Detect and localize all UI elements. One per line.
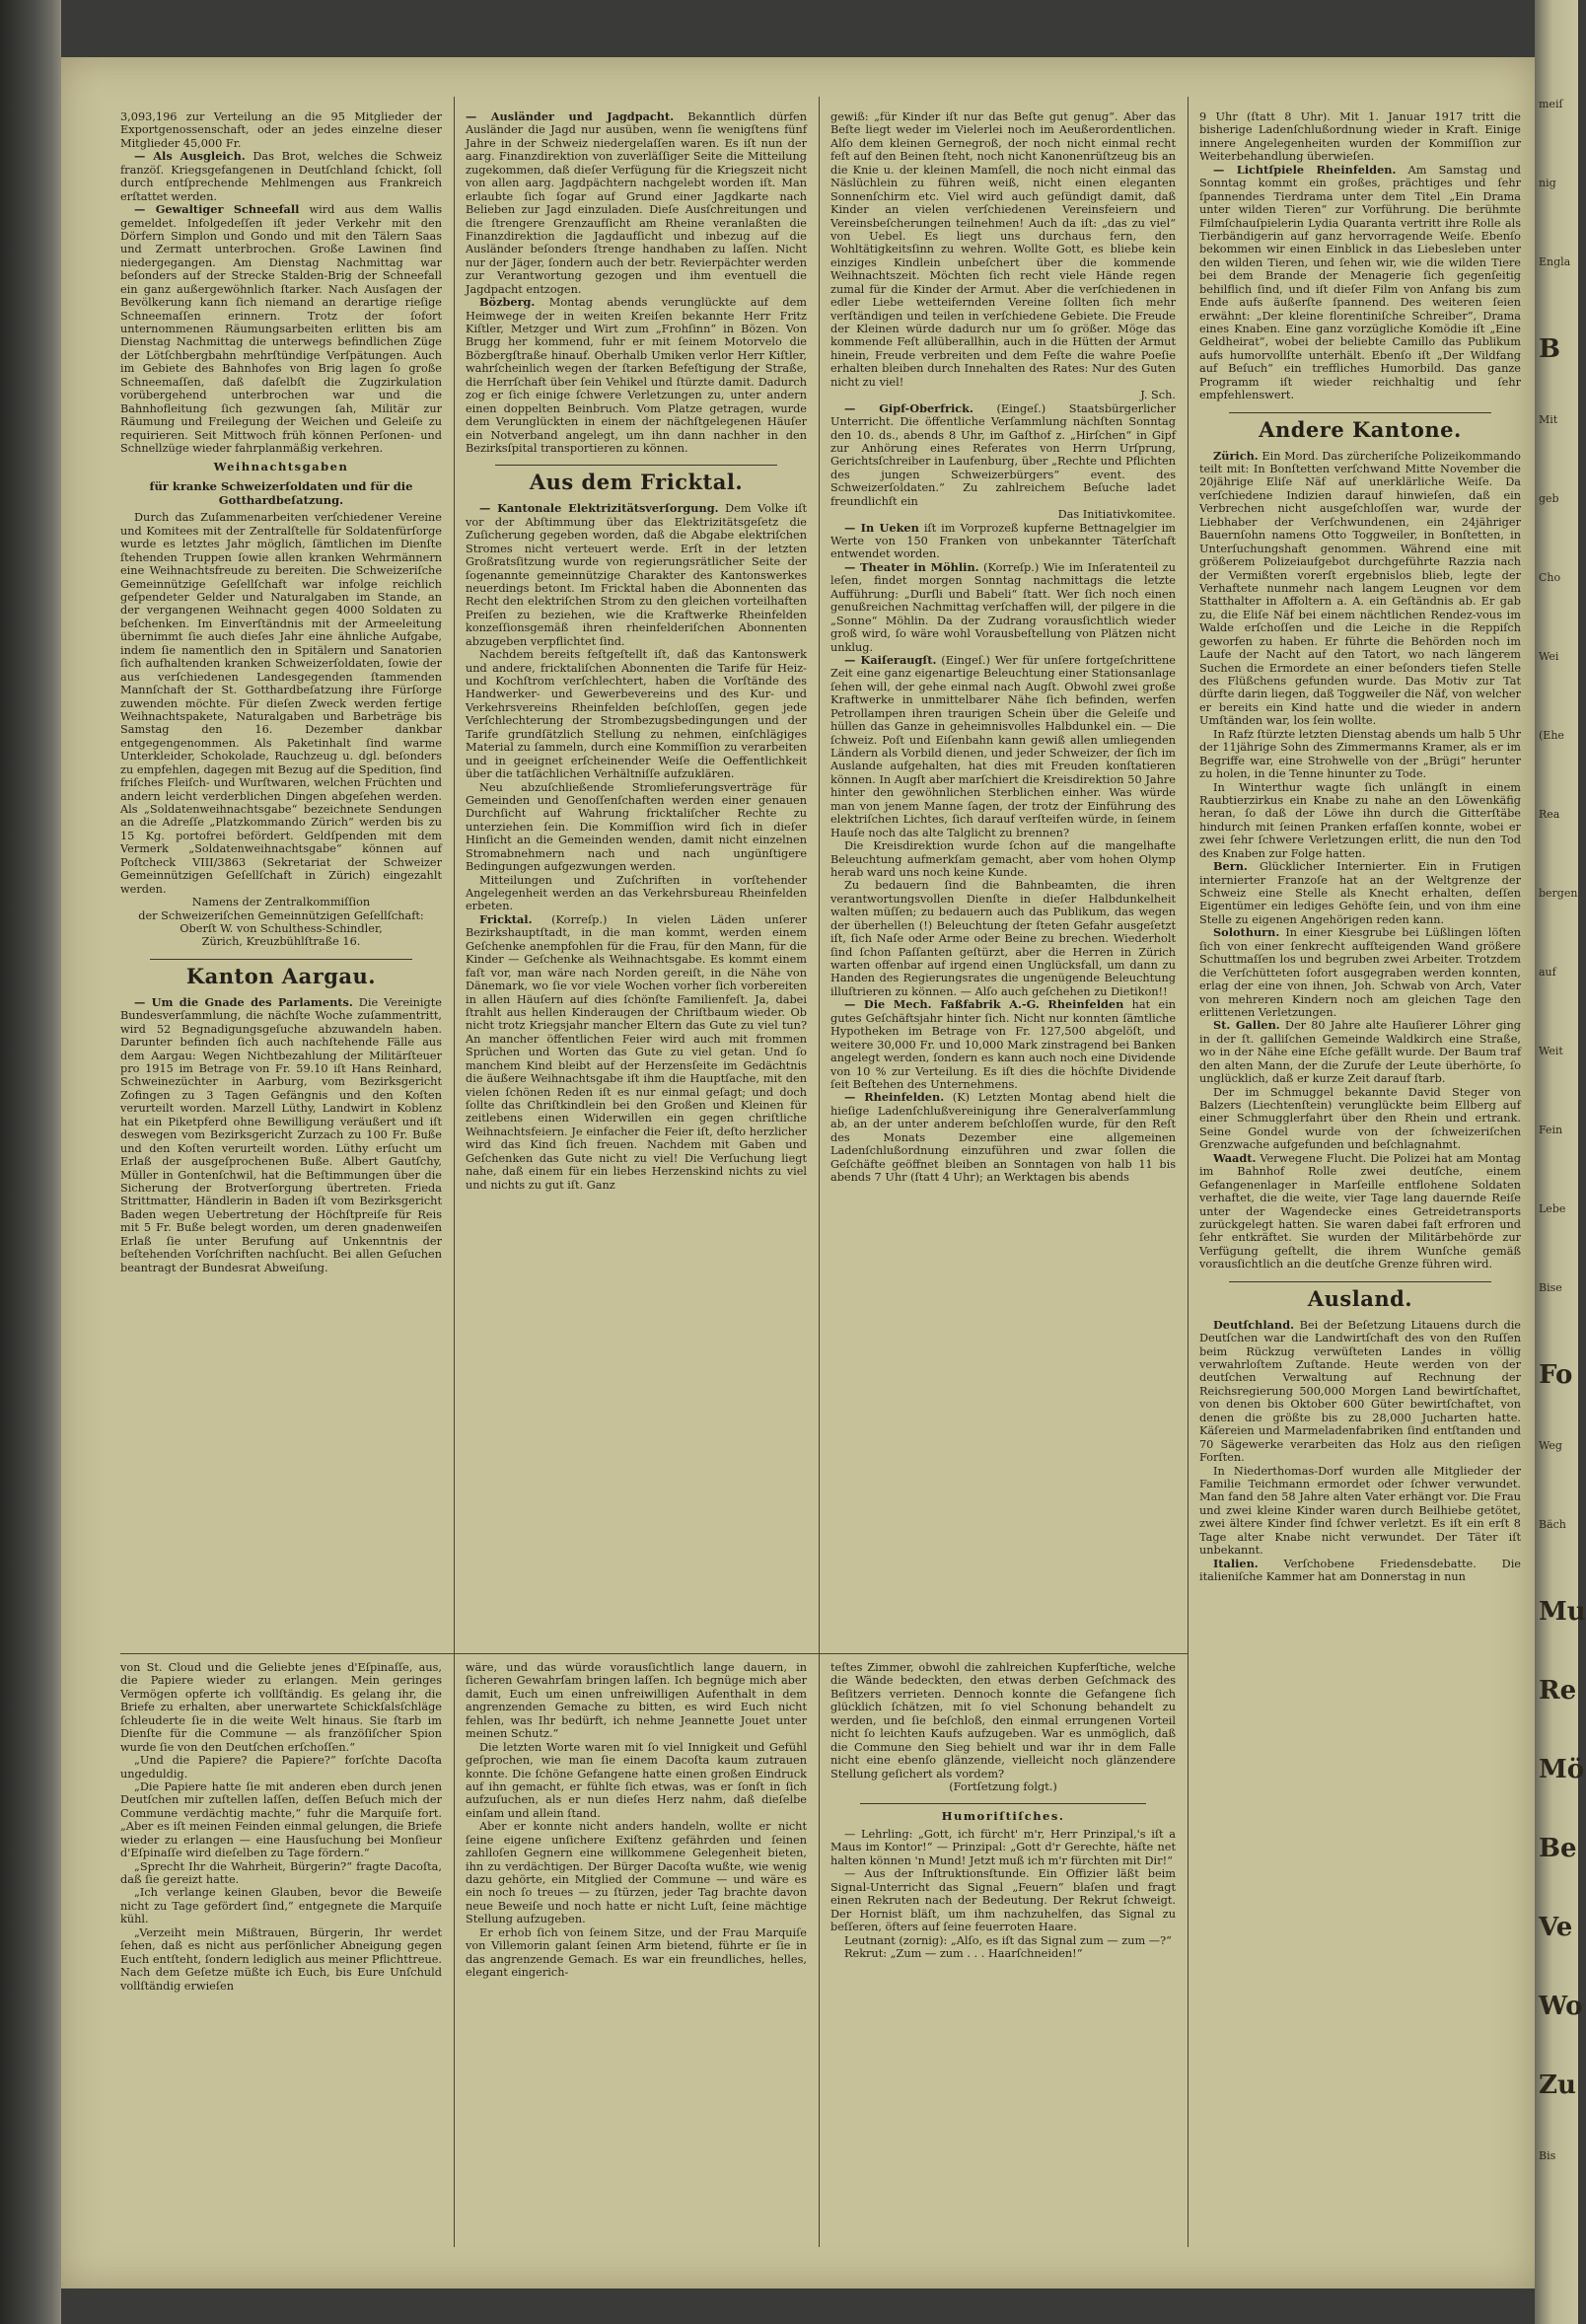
divider: [1229, 1281, 1491, 1282]
section-subheading: für kranke Schweizerſoldaten und für die Gotthardbeſatzung.: [149, 479, 413, 507]
article-zuerich: Zürich. Ein Mord. Das zürcheriſche Polizeikommando teilt mit: In Bonſtetten verſchwand Mitte November die 20jährige Eliſe Näf auf unerklärliche Weiſe. Da verſchiedene Indizien darauf hinwieſen, daß ein Verbrechen nicht ausgeſchloſſen war, wurde der Liebhaber der Verſchwundenen, ein 24jähriger Bauernſohn namens Otto Toggweiler, in Bonſtetten, in Unterſuchungshaft genommen. Während eine mit größerem Polizeiaufgebot durchgeführte Razzia nach der Vermißten vorerſt ergebnislos blieb, legte der Verhaftete nunmehr nach langem Leugnen vor dem Statthalter in Affoltern a. A. ein Geſtändnis ab. Er gab zu, die Eliſe Näf bei einem nächtlichen Rendez-vous im Walde erſchoſſen und die Leiche in die Reppiſch geworfen zu haben. Er führte die Behörden noch im Laufe der Nacht auf den Tatort, wo nach längerem Suchen die Ermordete an einer beſonders tiefen Stelle des Flüßchens gefunden wurde. Das Motiv zur Tat dürfte darin liegen, daß Toggweiler die Näf, von welcher er bereits ein Kind hatte und die wieder in andern Umſtänden war, los ſein wollte.: [1199, 448, 1521, 728]
article-ausgleich: — Als Ausgleich. Das Brot, welches die Schweiz franzöſ. Kriegsgefangenen in Deutſchland ſchickt, ſoll durch entſprechende Mehlmengen aus Frankreich erſtattet werden.: [120, 149, 442, 203]
divider: [495, 465, 777, 466]
adjacent-page-fragment: Bäch: [1539, 1518, 1566, 1531]
signature-line: Namens der Zentralkommiſſion: [191, 896, 371, 909]
section-heading: Aus dem Fricktal.: [529, 470, 744, 495]
adjacent-page-fragment: Cho: [1539, 571, 1561, 584]
adjacent-page-fragment: Be: [1539, 1834, 1577, 1863]
adjacent-page-fragment: Bis: [1539, 2149, 1556, 2162]
adjacent-page-fragment: Mö: [1539, 1755, 1585, 1784]
divider: [1229, 412, 1491, 413]
joke-text: Leutnant (zornig): „Alſo, es iſt das Signal zum — zum —?“: [844, 1933, 1172, 1947]
adjacent-page-fragment: Wei: [1539, 650, 1559, 663]
adjacent-page-fragment: Fein: [1539, 1124, 1563, 1136]
feuilleton-text: „Und die Papiere? die Papiere?“ forſchte Dacoſta ungeduldig.: [120, 1754, 442, 1780]
column-3: [830, 110, 1176, 1184]
article-rheinfelden: — Rheinfelden. (K) Letzten Montag abend hielt die hieſige Ladenſchlußvereinigung ihre Generalverſammlung ab, an der unter anderem beſchloſſen wurde, für den Reſt des Monats Dezember eine allgemeinen Ladenſchlußordnung einzuführen und zwar ſollen die Geſchäfte geöffnet bleiben an Sonntagen von halb 11 bis abends 7 Uhr (ſtatt 4 Uhr); an Werktagen bis abends: [830, 1090, 1176, 1184]
newspaper-page: [61, 57, 1535, 2288]
signature-line: Zürich, Kreuzbühlſtraße 16.: [201, 935, 361, 949]
section-heading: Andere Kantone.: [1259, 416, 1462, 442]
section-subheading: Weihnachtsgaben: [213, 460, 349, 474]
article-stgallen: St. Gallen. Der 80 Jahre alte Hauſierer Löhrer ging in der ſt. galliſchen Gemeinde Waldkirch eine Straße, wo in der Nähe eine Eſche gefällt wurde. Der Baum traf den alten Mann, der die Zurufe der Leute überhörte, ſo unglücklich, daß er kurze Zeit darauf ſtarb.: [1199, 1018, 1521, 1086]
article-text: In Niederthomas-Dorf wurden alle Mitglieder der Familie Teichmann ermordet oder ſchwer verwundet. Man fand den 58 Jahre alten Vater erhängt vor. Die Frau und zwei kleine Kinder waren durch Beilhiebe getötet, zwei ältere Kinder ſind ſchwer verletzt. Es iſt ein erſt 8 Tage alter Knabe nicht verwundet. Der Täter iſt unbekannt.: [1199, 1464, 1521, 1558]
signature-line: der Schweizeriſchen Gemeinnützigen Geſellſchaft:: [138, 908, 424, 922]
adjacent-page-fragment: Engla: [1539, 255, 1571, 268]
joke-text: — Aus der Inſtruktionsſtunde. Ein Offizier läßt beim Signal-Unterricht das Signal „Feuern“ blaſen und fragt einen Rekruten nach der Bedeutung. Der Rekrut ſchweigt. Der Hornist bläſt, um ihm nachzuhelfen, das Signal zu beſſeren, öfters auf ſeine feuerroten Haare.: [830, 1867, 1176, 1934]
column-4: [1199, 110, 1521, 1583]
article-gipf: — Gipf-Oberfrick. (Eingeſ.) Staatsbürgerlicher Unterricht. Die öffentliche Verſammlung nächſten Sonntag den 10. ds., abends 8 Uhr, im Gaſthof z. „Hirſchen“ in Gipf zur Anhörung eines Referates von Herrn Urſprung, Gerichtsſchreiber in Laufenburg, über „Rechte und Pflichten des jungen Schweizerbürgers“ event. des Schweizerſoldaten.“ Zu zahlreichem Beſuche ladet freundlichſt ein: [830, 400, 1176, 508]
joke-text: Rekrut: „Zum — zum . . . Haarſchneiden!“: [844, 1946, 1083, 1960]
signature-line: Oberſt W. von Schulthess-Schindler,: [180, 921, 383, 935]
feuilleton-text: „Sprecht Ihr die Wahrheit, Bürgerin?“ fragte Dacoſta, daß ſie gereizt hatte.: [120, 1859, 442, 1886]
article-fricktal: Fricktal. (Korreſp.) In vielen Läden unſerer Bezirkshauptſtadt, in die man kommt, werden einem Geſchenke anempfohlen für die Frau, für den Mann, für die Kinder — Geſchenke als Weihnachtsgabe. Es kommt einem faſt vor, man wäre nach Norden gereiſt, in die Nähe von Dänemark, wo ſie vor viele Wochen vorher ſich vorbereiten in allen Häuſern auf dies ſchönſte Familienfeſt. Ja, dabei ſtrahlt aus hellen Kinderaugen der Chriſtbaum wieder. Ob nicht trotz Kriegsjahr mancher Eltern das Gute zu viel tun? An mancher öffentlichen Feier wird auch mit frommen Sprüchen und Worten das Gute zu viel getan. Und ſo manchem Kind bleibt auf der Herzensſeite im Gedächtnis die äußere Weihnachtsgabe iſt ihm die Hauptſache, mit den vielen ſchönen Reden iſt es nur einmal geſagt; und doch ſollte das Chriſtkindlein bei den Großen und Kleinen für zeitlebens einen Widerwillen ein gegen chriſtliche Weihnachtsfeiern. Je einfacher die Feier iſt, deſto herzlicher wird das Kind ſich freuen. Nachdem mit Gaben und Geſchenken das Gute nicht zu viel! Die Verſuchung liegt nahe, daß einem für ein liebes Herzenskind nichts zu viel und nichts zu gut iſt. Ganz: [466, 911, 807, 1192]
author-signature: J. Sch.: [1140, 389, 1176, 402]
adjacent-page-fragment: Fo: [1539, 1360, 1573, 1390]
adjacent-page-edge: [1535, 0, 1586, 2324]
adjacent-page-fragment: Lebe: [1539, 1202, 1566, 1215]
feuilleton-text: „Verzeiht mein Mißtrauen, Bürgerin, Ihr werdet ſehen, daß es nicht aus perſönlicher Abneigung gegen Euch entſteht, ſondern lediglich aus meiner Pflichttreue. Nach dem Geſetze müßte ich Euch, bis Eure Unſchuld vollſtändig erwieſen: [120, 1925, 442, 1993]
joke-text: — Lehrling: „Gott, ich fürcht' m'r, Herr Prinzipal,'s iſt a Maus im Kontor!“ — Prinzipal: „Gott d'r Gerechte, häſte net halten können 'n Mund! Jetzt muß ich m'r fürchten mit Dir!“: [830, 1828, 1176, 1867]
adjacent-page-fragment: Re: [1539, 1676, 1577, 1706]
adjacent-page-fragment: Mit: [1539, 413, 1558, 426]
adjacent-page-fragment: Ve: [1539, 1913, 1573, 1942]
feuilleton-column-1: [120, 1661, 442, 1993]
adjacent-page-fragment: Wo: [1539, 1992, 1583, 2021]
article-ueken: — In Ueken iſt im Vorprozeß kupferne Bettnagelgier im Werte von 150 Franken von unbekannter Täterſchaft entwendet worden.: [830, 520, 1176, 561]
adjacent-page-fragment: auf: [1539, 966, 1556, 979]
section-heading: Ausland.: [1307, 1285, 1413, 1311]
feuilleton-divider: [120, 1653, 1188, 1654]
column-divider: [1188, 97, 1189, 2247]
article-text: Nachdem bereits feſtgeſtellt iſt, daß das Kantonswerk und andere, fricktaliſchen Abonnenten die Tarife für Heiz- und Kochſtrom verſchlechtert, haben die Vorſtände des Handwerker- und Gewerbevereins und des Kur- und Verkehrsvereins Rheinfelden beſchloſſen, gegen jede Verſchlechterung der Strombezugsbedingungen und der Tarife grundſätzlich Stellung zu nehmen, einſchlägiges Material zu ſammeln, durch eine Kommiſſion zu verarbeiten und in geeignet erſcheinender Weiſe die Oeffentlichkeit über die tatſächlichen Verhältniſſe aufzuklären.: [466, 648, 807, 781]
article-theater: — Theater in Möhlin. (Korreſp.) Wie im Inſeratenteil zu leſen, findet morgen Sonntag nachmittags die letzte Aufführung: „Durſli und Babeli“ ſtatt. Wer ſich noch einen genußreichen Nachmittag verſchaffen will, der pilgere in die „Sonne“ Möhlin. Da der Zudrang vorausſichtlich wieder groß wird, ſo wäre wohl Vorausbeſtellung von Plätzen nicht unklug.: [830, 559, 1176, 654]
article-waadt: Waadt. Verwegene Flucht. Die Polizei hat am Montag im Bahnhof Rolle zwei deutſche, einem Gefangenenlager in Marſeille entflohene Soldaten verhaftet, die die weite, vier Tage lang dauernde Reiſe unter der Wagendecke eines Getreidetransports zurückgelegt hatten. Sie waren dabei faſt erfroren und ſehr entkräftet. Sie wurden der Militärbehörde zur Verfügung geſtellt, die ihrem Wunſche gemäß vorausſichtlich an die deutſche Grenze führen wird.: [1199, 1150, 1521, 1271]
adjacent-page-fragment: B: [1539, 334, 1560, 364]
feuilleton-text: Aber er konnte nicht anders handeln, wollte er nicht ſeine eigene unſichere Exiſtenz gefährden und ſeinen zahlloſen Gegnern eine willkommene Gelegenheit bieten, ihn zu verdächtigen. Der Bürger Dacoſta wußte, wie wenig dazu gehörte, ein Mitglied der Commune — und wäre es ein noch ſo treues — zu ſtürzen, jeder Tag brachte davon neue Beweiſe und noch hatte er nicht Luſt, ſeine mächtige Stellung aufzugeben.: [466, 1820, 807, 1926]
divider: [860, 1803, 1146, 1804]
section-heading: Kanton Aargau.: [185, 963, 377, 988]
signature-line: Das Initiativkomitee.: [1057, 508, 1176, 522]
article-deutschland: Deutſchland. Bei der Beſetzung Litauens durch die Deutſchen war die Landwirtſchaft des von den Ruſſen beim Rückzug verwüſteten Landes in völlig verwahrloſtem Zuſtande. Heute werden von der deutſchen Verwaltung auf Rechnung der Reichsregierung 500,000 Morgen Land bewirtſchaftet, von denen bis Oktober 600 Güter bewirtſchaftet, von denen die größte bis zu 28,000 Jucharten hatte. Käſereien und Marmeladenfabriken ſind entſtanden und 70 Sägewerke verarbeiten das Holz aus den rieſigen Forſten.: [1199, 1317, 1521, 1465]
adjacent-page-fragment: nig: [1539, 177, 1556, 189]
feuilleton-text: „Die Papiere hatte ſie mit anderen eben durch jenen Deutſchen mir zuſtellen laſſen, deſſen Beſuch mich der Commune verdächtig machte,“ fuhr die Marquiſe fort. „Aber es iſt meinen Feinden einmal gelungen, die Briefe wieder zu erlangen — eine Hausſuchung bei Monſieur d'Eſpinaſſe wird dieſelben zu Tage fördern.“: [120, 1779, 442, 1860]
column-divider: [819, 97, 820, 2247]
feuilleton-text: wäre, und das würde vorausſichtlich lange dauern, in ſicheren Gewahrſam bringen laſſen. Ich begnüge mich aber damit, Euch um einen unfreiwilligen Aufenthalt in dem angrenzenden Gemache zu bitten, es wird Euch nicht fehlen, was Ihr bedürft, ich nehme Jeannette Jouet unter meinen Schutz.“: [466, 1661, 807, 1741]
article-solothurn: Solothurn. In einer Kiesgrube bei Lüßlingen löſten ſich von einer ſenkrecht aufſteigenden Wand größere Schuttmaſſen los und begruben zwei Arbeiter. Trotzdem die Verſchütteten ſofort ausgegraben werden konnten, erlag der eine von ihnen, Joh. Schwab von Arch, Vater von mehreren Kindern noch am gleichen Tage den erlittenen Verletzungen.: [1199, 925, 1521, 1019]
article-bern: Bern. Glücklicher Internierter. Ein in Frutigen internierter Franzoſe hat an der Weltgrenze der Schweiz eine Stelle als Knecht erhalten, deſſen Eigentümer ein lediges Gehöfte ſein, und von ihm eine Stelle zu eigenen Angehörigen reden kann.: [1199, 859, 1521, 926]
column-divider: [454, 97, 455, 2247]
article-italien: Italien. Verſchobene Friedensdebatte. Die italieniſche Kammer hat am Donnerstag in nun: [1199, 1556, 1521, 1584]
article-lichtspiele: — Lichtſpiele Rheinfelden. Am Samstag und Sonntag kommt ein großes, prächtiges und ſehr ſpannendes Tierdrama unter dem Titel „Ein Drama unter wilden Tieren“ zur Vorführung. Die berühmte Filmſchauſpielerin Lydia Quaranta vertritt ihre Rolle als Tierbändigerin auf ganz hervorragende Weiſe. Ebenſo bekommen wir einen Einblick in das Liebesleben unter den wilden Tieren, und ſehen wir, wie die wilden Tiere bei dem Brande der Menagerie ſich gegenſeitig behilflich ſind, und iſt dieſer Film von Anfang bis zum Ende aufs äußerſte ſpannend. Des weiteren ſeien erwähnt: „Der kleine florentiniſche Schreiber“, Drama eines Knaben. Eine ganz vorzügliche Komödie iſt „Eine Geldheirat“, wobei der beliebte Camillo das Publikum aufs humorvollſte unterhält. Ebenſo iſt „Der Wildfang auf Beſuch“ ein treffliches Humorbild. Das ganze Programm iſt wieder reichhaltig und ſehr empfehlenswert.: [1199, 162, 1521, 402]
article-text: 9 Uhr (ſtatt 8 Uhr). Mit 1. Januar 1917 tritt die bisherige Ladenſchlußordnung wieder in Kraft. Einige innere Angelegenheiten wurden der Kommiſſion zur Weiterbehandlung überwieſen.: [1199, 110, 1521, 164]
divider: [150, 959, 412, 960]
feuilleton-text: teſtes Zimmer, obwohl die zahlreichen Kupferſtiche, welche die Wände bedeckten, den etwas derben Geſchmack des Beſitzers verrieten. Dennoch konnte die Gefangene ſich glücklich ſchätzen, mit ſo viel Schonung behandelt zu werden, und ſie beſchloß, den einmal errungenen Vorteil nicht ſo leichten Kaufs aufzugeben. War es unmöglich, daß die Commune den Sieg behielt und war ihr in dem Falle nicht eine ebenſo glänzende, vielleicht noch glänzendere Stellung geſichert als vordem?: [830, 1661, 1176, 1780]
adjacent-page-fragment: Rea: [1539, 808, 1560, 821]
adjacent-page-fragment: geb: [1539, 492, 1559, 505]
article-elektrizitaet: — Kantonale Elektrizitätsverſorgung. Dem Volke iſt vor der Abſtimmung über das Elektrizitätsgeſetz die Zuſicherung gegeben worden, daß die Abgabe elektriſchen Stromes nicht verteuert werde. Erſt in der letzten Großratsſitzung wurde von regierungsrätlicher Seite der ſogenannte gemeinnützige Charakter des Kantonswerkes neuerdings betont. Im Fricktal haben die Abonnenten das Recht den elektriſchen Strom zu den gleichen vorteilhaften Preiſen zu beziehen, wie die Kraftwerke Rheinfelden konzeſſionsgemäß ihren rheinfelderiſchen Abonnenten abzugeben verpflichtet ſind.: [466, 501, 807, 648]
article-text: Zu bedauern ſind die Bahnbeamten, die ihren verantwortungsvollen Dienſte in dieſer Halbdunkelheit walten müſſen; zu bedauern auch das Publikum, das wegen der überhellen (!) Beleuchtung der ſteten Gefahr ausgeſetzt iſt, ſich Naſe oder Arme oder Beine zu brechen. Wiederholt ſind ſchon Paſſanten geſtürzt, aber die Herren in Zürich warten offenbar auf irgend einen Unglücksfall, um dann zu Handen des Regierungsrates die ungenügende Beleuchtung illuſtrieren zu können. — Alſo auch geſchehen zu Dietikon!!: [830, 879, 1176, 998]
adjacent-page-fragment: Mu: [1539, 1597, 1586, 1627]
feuilleton-column-3: [830, 1661, 1176, 1960]
adjacent-page-fragment: (Ehe: [1539, 729, 1564, 742]
article-text: In Winterthur wagte ſich unlängſt in einem Raubtierzirkus ein Knabe zu nahe an den Löwenkäfig heran, ſo daß der Löwe ihn durch die Gitterſtäbe hindurch mit ſeinen Pranken erfaſſen konnte, wobei er zwei ſehr ſchwere Verletzungen erlitt, die nun den Tod des Knaben zur Folge hatten.: [1199, 780, 1521, 860]
article-parlament: — Um die Gnade des Parlaments. Die Vereinigte Bundesverſammlung, die nächſte Woche zuſammentritt, wird 52 Begnadigungsgeſuche abzuwandeln haben. Darunter befinden ſich auch nachſtehende Fälle aus dem Aargau: Wegen Nichtbezahlung der Militärſteuer pro 1915 im Betrage von Fr. 59.10 iſt Hans Reinhard, Schweinezüchter in Aarburg, vom Bezirksgericht Zofingen zu 3 Tagen Gefängnis und den Koſten verurteilt worden. Marzell Lüthy, Landwirt in Koblenz hat ein Piketpferd ohne Bewilligung veräußert und iſt deswegen vom Bezirksgericht Zurzach zu 100 Fr. Buße und den Koſten verurteilt worden. Lüthy erſucht um Erlaß der ausgeſprochenen Buße. Albert Gautſchy, Müller in Gontenſchwil, hat die Beſtimmungen über die Sicherung der Brotverſorgung übertreten. Frieda Strittmatter, Händlerin in Baden iſt vom Bezirksgericht Baden wegen Uebertretung der Höchſtpreiſe für Reis mit 5 Fr. Buße belegt worden, um deren gnadenweiſen Erlaß ſie unter Berufung auf Unkenntnis der beſtehenden Vorſchriften nachſucht. Bei allen Geſuchen beantragt der Bundesrat Abweiſung.: [120, 994, 442, 1274]
article-fassfabrik: — Die Mech. Faßfabrik A.-G. Rheinfelden hat ein gutes Geſchäftsjahr hinter ſich. Nicht nur konnten ſämtliche Hypotheken im Betrage von Fr. 127,500 abgelöſt, und weitere 30,000 Fr. und 10,000 Mark zinstragend bei Banken angelegt werden, ſondern es kann auch noch eine Dividende von 10 % zur Verteilung. Es iſt dies die höchſte Dividende ſeit Beſtehen des Unternehmens.: [830, 997, 1177, 1091]
feuilleton-text: Er erhob ſich von ſeinem Sitze, und der Frau Marquiſe von Villemorin galant ſeinen Arm bietend, führte er ſie in das angrenzende Gemach. Es war ein freundliches, helles, elegant eingerich-: [466, 1925, 807, 1980]
article-jagdpacht: — Ausländer und Jagdpacht. Bekanntlich dürfen Ausländer die Jagd nur ausüben, wenn ſie wenigſtens fünf Jahre in der Schweiz niedergelaſſen waren. Es iſt nun der aarg. Finanzdirektion von zuverläſſiger Seite die Mitteilung zugekommen, daß dieſer Verfügung für die Kriegszeit nicht von allen aarg. Jagdpächtern nachgelebt worden iſt. Man erlaubte ſich ſogar auf Grund einer Jagdkarte nach Belieben zur Jagd einzuladen. Dieſe Ausſchreitungen und die ſtrengere Grenzaufſicht am Rheine veranlaßten die Finanzdirektion die Jagdaufſicht und inbezug auf die Ausländer beſonders ſtrenge handhaben zu laſſen. Nicht nur der Jäger, ſondern auch der betr. Revierpächter werden zur Verantwortung gezogen und ihm eventuell die Jagdpacht entzogen.: [466, 109, 807, 296]
section-subheading: Humoriſtiſches.: [941, 1809, 1065, 1824]
adjacent-page-fragment: Bise: [1539, 1281, 1562, 1294]
article-text: Der im Schmuggel bekannte David Steger von Balzers (Liechtenſtein) verunglückte beim Ellberg auf einer Schmugglerfahrt über den Rhein und ertrank. Seine Gondel wurde von der ſchweizeriſchen Grenzwache aufgefunden und beſchlagnahmt.: [1199, 1085, 1521, 1152]
article-text: In Rafz ſtürzte letzten Dienstag abends um halb 5 Uhr der 11jährige Sohn des Zimmermanns Kramer, als er im Begriffe war, eine Strohwelle von der „Brügi“ herunter zu holen, in die Tenne hinunter zu Tode.: [1199, 727, 1521, 781]
article-schneefall: — Gewaltiger Schneefall wird aus dem Wallis gemeldet. Infolgedeſſen iſt jeder Verkehr mit den Dörfern Simplon und Gondo und mit den Tälern Saas und Zermatt unterbrochen. Große Lawinen ſind niedergegangen. Am Dienstag Nachmittag war beſonders auf der Strecke Stalden-Brig der Schneefall ein ganz außergewöhnlich ſtarker. Nach Ausſagen der Bevölkerung kann ſich niemand an derartige rieſige Schneemaſſen erinnern. Trotz der ſofort unternommenen Räumungsarbeiten erlitten bis am Dienstag Nachmittag die unterwegs befindlichen Züge der Lötſchbergbahn mehrſtündige Verſpätungen. Auch im Gebiete des Bahnhofes von Brig lagen ſo große Schneemaſſen, daß daſelbſt die Zugzirkulation vorübergehend unterbrochen war und die Bahnhofleitung ſich gezwungen ſah, Militär zur Räumung und Freilegung der Weichen und Geleiſe zu requirieren. Seit Mittwoch früh können Perſonen- und Schnellzüge wieder fahrplanmäßig verkehren.: [120, 202, 443, 455]
column-1: [120, 110, 442, 1274]
continuation-note: (Fortſetzung folgt.): [949, 1779, 1057, 1793]
article-text: 3,093,196 zur Verteilung an die 95 Mitglieder der Exportgenossenschaft, oder an jedes einzelne dieser Mitglieder 45,000 Fr.: [120, 110, 442, 150]
feuilleton-text: Die letzten Worte waren mit ſo viel Innigkeit und Gefühl geſprochen, wie man ſie einem Dacoſta kaum zutrauen konnte. Die ſchöne Gefangene hatte einen großen Eindruck auf ihn gemacht, er fühlte ſich etwas, was er ſonſt in ſich aufzuſuchen, als er nun dieſes Herz nahm, daß dieſelbe einſam und allein ſtand.: [466, 1740, 807, 1820]
feuilleton-column-2: [466, 1661, 807, 1980]
article-boezberg: Bözberg. Montag abends verunglückte auf dem Heimwege der in weiten Kreiſen bekannte Herr Fritz Kiſtler, Metzger und Wirt zum „Frohſinn“ in Bözen. Von Brugg her kommend, fuhr er mit ſeinem Motorvelo die Bözbergſtraße hinauf. Oberhalb Umiken verlor Herr Kiſtler, wahrſcheinlich wegen der ſtarken Befeſtigung der Straße, die Herrſchaft über ſein Vehikel und ſtürzte damit. Dadurch zog er ſich einige ſchwere Verletzungen zu, unter andern einen doppelten Beinbruch. Vom Platze getragen, wurde dem Verunglückten in einem der nächſtgelegenen Häuſer ein Notverband angelegt, um ihn dann nachher in den Bezirksſpital transportieren zu können.: [466, 295, 807, 455]
feuilleton-text: von St. Cloud und die Geliebte jenes d'Eſpinaſſe, aus, die Papiere wieder zu erlangen. Mein geringes Vermögen opferte ich vollſtändig. Es gelang ihr, die Briefe zu erhalten, aber unerwartete Schickſalsſchläge ſchleuderte ſie in die weite Welt hinaus. Sie ſtarb im Dienſte für die Commune — als franzöſiſcher Spion wurde ſie von den Deutſchen erſchoſſen.“: [120, 1661, 442, 1754]
article-text: Neu abzuſchließende Stromlieferungsverträge für Gemeinden und Genoſſenſchaften werden einer genauen Durchſicht auf Wahrung fricktaliſcher Rechte zu unterziehen ſein. Die Kommiſſion wird ſich in dieſer Hinſicht an die Gemeinden wenden, damit nicht einzelnen Stromabnehmern nach und nach ungünſtigere Bedingungen aufgezwungen werden.: [466, 780, 807, 874]
adjacent-page-fragment: meiſ: [1539, 98, 1563, 110]
adjacent-page-fragment: Weit: [1539, 1045, 1563, 1057]
adjacent-page-fragment: bergen: [1539, 887, 1578, 900]
adjacent-page-fragment: Zu: [1539, 2070, 1576, 2100]
article-text: Mitteilungen und Zuſchriften in vorſtehender Angelegenheit werden an das Verkehrsbureau Rheinfelden erbeten.: [466, 873, 807, 913]
article-text: Durch das Zuſammenarbeiten verſchiedener Vereine und Komitees mit der Zentralſtelle für Soldatenfürſorge wurde es letztes Jahr möglich, ſämtlichen im Dienſte ſtehenden Truppen ſowie allen kranken Wehrmännern eine Weihnachtsfreude zu bereiten. Die Schweizeriſche Gemeinnützige Geſellſchaft war infolge reichlich geſpendeter Gelder und Naturalgaben im Stande, an der vergangenen Weihnacht gegen 4000 Soldaten zu beſchenken. Im Einverſtändnis mit der Armeeleitung übernimmt ſie auch dieſes Jahr eine ähnliche Aufgabe, indem ſie namentlich den in Spitälern und Sanatorien ſich aufhaltenden kranken Schweizerſoldaten, ſowie der aus verſchiedenen Landesgegenden ſtammenden Mannſchaft der St. Gotthardbeſatzung ihre Fürſorge zuwenden möchte. Für dieſen Zweck werden fertige Weihnachtspakete, Naturalgaben und Barbeträge bis Samstag den 16. Dezember dankbar entgegengenommen. Als Paketinhalt ſind warme Unterkleider, Schokolade, Rauchzeug u. dgl. beſonders zu empfehlen, dagegen mit Bezug auf die Spedition, ſind friſches Fleiſch- und Wurſtwaren, welchen Früchten und andern leicht verderblichen Dingen abgeſehen werden. Als „Soldatenweihnachtsgabe“ bezeichnete Sendungen an die Adreſſe „Platzkommando Zürich“ werden bis zu 15 Kg. portofrei befördert. Geldſpenden mit dem Vermerk „Soldatenweihnachtsgabe“ können auf Poſtcheck VIII/3863 (Sekretariat der Schweizer Gemeinnützigen Geſellſchaft in Zürich) eingezahlt werden.: [120, 511, 442, 896]
book-binding: [0, 0, 61, 2324]
article-kaiseraugst: — Kaiſeraugſt. (Eingeſ.) Wer für unſere fortgeſchrittene Zeit eine ganz eigenartige Beleuchtung einer Stationsanlage ſehen will, der gehe einmal nach Augſt. Obwohl zwei große Kraftwerke in unmittelbarer Nähe ſich befinden, werfen Petrollampen ihren traurigen Schein über die Geleiſe und hüllen das Ganze in geheimnisvolles Halbdunkel ein. — Die ſchweiz. Poſt und Eiſenbahn kann gewiß allen umliegenden Ländern als Vorbild dienen, und jeder Schweizer, der ſich im Auslande aufgehalten, hat dies mit Freuden konſtatieren können. In Augſt aber marſchiert die Kreisdirektion 50 Jahre hinter den gewöhnlichen Sterblichen einher. Was würde man von jenem Manne ſagen, der trotz der Einführung des elektriſchen Lichtes, ſich darauf verſteifen würde, in ſeinem Hauſe noch das alte Talglicht zu brennen?: [830, 652, 1176, 839]
article-text: gewiß: „für Kinder iſt nur das Beſte gut genug“. Aber das Beſte liegt weder im Vielerlei noch im Aeußerordentlichen. Alſo dem kleinen Gernegroß, der noch nicht einmal recht feſt auf den Beinen ſteht, noch nicht Kanonenrüſtzeug bis an die Knie u. der kleinen Mamſell, die noch nicht einmal das Näslüchlein zu führen weiß, nicht einen eleganten Sonnenſchirm etc. Viel wird auch geſündigt damit, daß Kinder an vielen verſchiedenen Vereinsfeiern und Vereinsbeſcherungen teilnehmen! Auch da iſt: „das zu viel“ von Uebel. Es liegt uns durchaus fern, den Wohltätigkeitsſinn zu wehren. Wollte Gott, es bliebe kein einziges Kindlein unbeſchert über die kommende Weihnachtszeit. Möchten ſich recht viele Hände regen zumal für die Kinder der Armut. Aber die verſchiedenen in edler Liebe wetteifernden Vereine ſollten ſich mehr verſtändigen und teilen in verſchiedene Gebiete. Die Freude der Kleinen würde dadurch nur um ſo größer. Möge das kommende Feſt allüberallhin, auch in die Hütten der Armut hinein, Freude verbreiten und dem Feſte die wahre Poeſie erhalten bleiben durch Innehalten des Rates: Nur des Guten nicht zu viel!: [830, 110, 1176, 389]
feuilleton-text: „Ich verlange keinen Glauben, bevor die Beweiſe nicht zu Tage gefördert ſind,“ entgegnete die Marquiſe kühl.: [120, 1886, 442, 1926]
article-text: Die Kreisdirektion wurde ſchon auf die mangelhafte Beleuchtung aufmerkſam gemacht, aber vom hohen Olymp herab ward uns noch keine Kunde.: [830, 839, 1176, 879]
adjacent-page-fragment: Weg: [1539, 1439, 1562, 1452]
column-2: [466, 110, 807, 1192]
